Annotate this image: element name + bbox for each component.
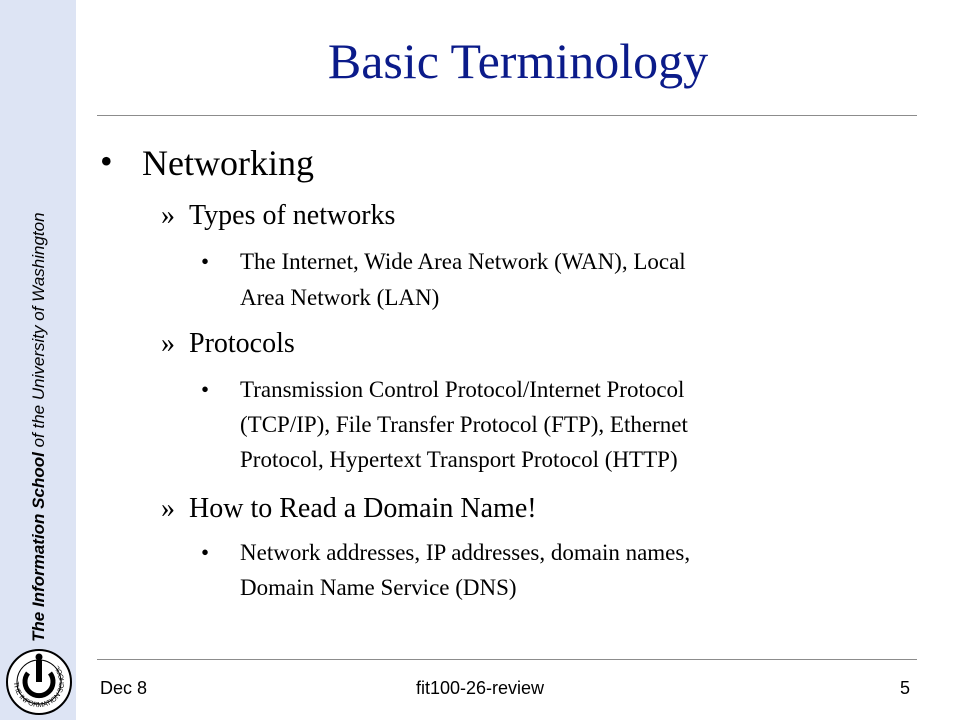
bullet-networking: Networking bbox=[142, 143, 314, 183]
item-bullet-marker: • bbox=[201, 377, 210, 402]
heading-types-of-networks: Types of networks bbox=[189, 200, 396, 231]
sidebar-band bbox=[0, 0, 76, 720]
item-bullet-marker: • bbox=[201, 249, 210, 274]
school-name-bold: The Information School bbox=[29, 452, 48, 642]
item-line: The Internet, Wide Area Network (WAN), Local bbox=[240, 249, 686, 274]
item-line: (TCP/IP), File Transfer Protocol (FTP), Ethernet bbox=[240, 412, 688, 437]
ischool-logo-icon bbox=[4, 647, 74, 717]
item-line: Protocol, Hypertext Transport Protocol (HTTP) bbox=[240, 447, 678, 472]
title-divider bbox=[97, 115, 917, 116]
school-name-university: the University of Washington bbox=[29, 212, 48, 429]
item-line: Area Network (LAN) bbox=[240, 285, 440, 310]
item-bullet-marker: • bbox=[201, 540, 210, 565]
bullet-marker: • bbox=[100, 141, 113, 181]
school-name-of: of bbox=[29, 433, 48, 448]
heading-domain-name: How to Read a Domain Name! bbox=[189, 493, 537, 524]
item-line: Network addresses, IP addresses, domain names, bbox=[240, 540, 691, 565]
sub-bullet-marker: » bbox=[161, 200, 175, 231]
logo-ring-text: THE INFORMATION SCHOOL bbox=[11, 664, 67, 710]
slide-title: Basic Terminology bbox=[327, 33, 709, 89]
footer-divider bbox=[97, 659, 917, 660]
school-name bbox=[28, 82, 50, 642]
sub-bullet-marker: » bbox=[161, 328, 175, 359]
heading-protocols: Protocols bbox=[189, 328, 295, 359]
item-line: Transmission Control Protocol/Internet Protocol bbox=[240, 377, 685, 402]
footer-page-number: 5 bbox=[899, 678, 910, 698]
footer-course: fit100-26-review bbox=[415, 678, 545, 698]
sub-bullet-marker: » bbox=[161, 493, 175, 524]
item-line: Domain Name Service (DNS) bbox=[240, 575, 517, 600]
footer-date: Dec 8 bbox=[100, 678, 148, 698]
